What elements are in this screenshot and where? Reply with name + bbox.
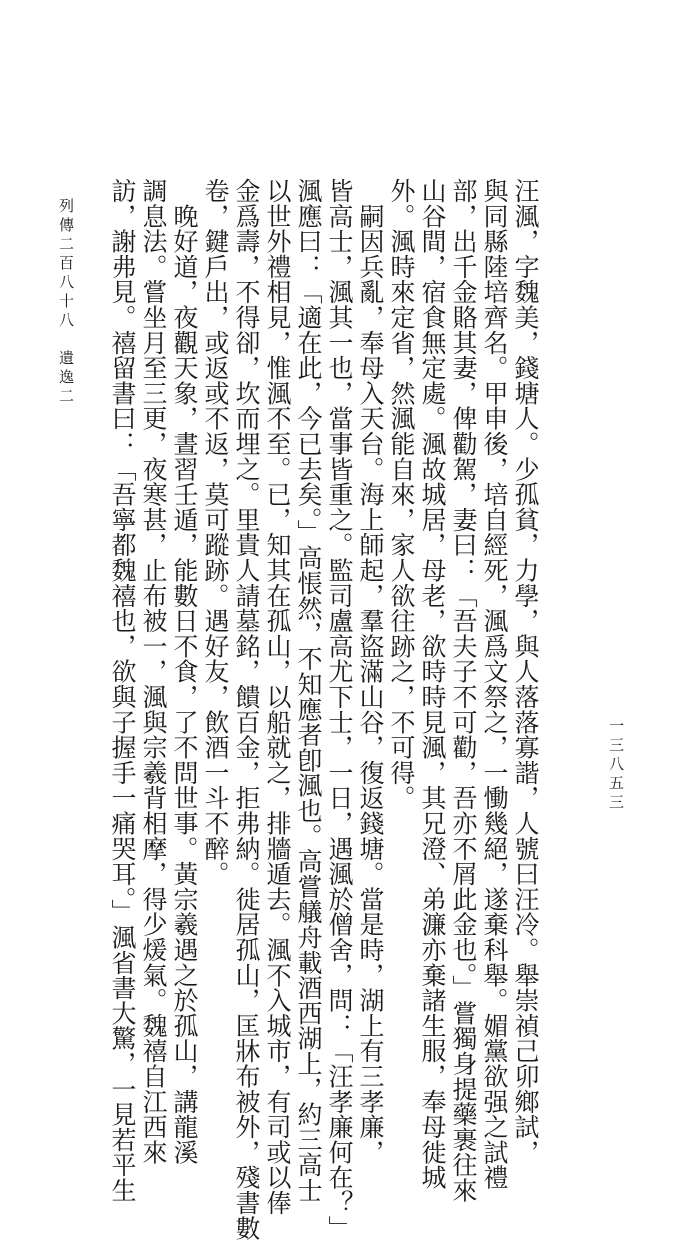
body-column: 皆高士，渢其一也，當事皆重之。監司盧高尤下士，一日，遇渢於僧舍，問：「汪孝廉何在？」: [325, 178, 354, 1241]
body-column: 金爲壽，不得卻，坎而埋之。里貴人請墓銘，饋百金，拒弗納。徙居孤山，匡牀布被外，殘書數: [232, 178, 261, 1241]
body-column: 晚好道，夜觀天象，晝習壬遁，能數日不食，了不問世事。黃宗羲遇之於孤山，講龍溪: [170, 178, 199, 1165]
body-column: 渢應曰：「適在此，今已去矣。」高悵然，不知應者卽渢也。高嘗艤舟載酒西湖上，約三高士: [294, 178, 323, 1203]
body-column: 山谷間，宿食無定處。渢故城居，母老，欲時時見渢，其兄澄、弟濂亦棄諸生服，奉母徙城: [418, 178, 447, 1190]
body-column: 部，出千金賂其妻，俾勸駕，妻曰：「吾夫子不可勸，吾亦不屑此金也。」嘗獨身提藥裹往來: [449, 178, 478, 1203]
body-column: 汪渢，字魏美，錢塘人。少孤貧，力學，與人落落寡諧，人號曰汪冷。舉崇禎己卯鄉試，: [511, 178, 540, 1165]
body-column: 訪，謝弗見。禧留書曰：「吾寧都魏禧也，欲與子握手一痛哭耳。」渢省書大驚，一見若平生: [108, 178, 137, 1203]
body-column: 以世外禮相見，惟渢不至。已，知其在孤山，以船就之，排牆遁去。渢不入城市，有司或以俸: [263, 178, 292, 1216]
body-column: 與同縣陸培齊名。甲申後，培自經死，渢爲文祭之，一慟幾絕，遂棄科舉。媚黨欲强之試禮: [480, 178, 509, 1190]
body-column: 嗣因兵亂，奉母入天台。海上師起，羣盜滿山谷，復返錢塘。當是時，湖上有三孝廉，: [356, 178, 385, 1165]
running-header-chapter: 列傳二百八十八: [57, 198, 75, 331]
running-header-section: 遺逸二: [57, 350, 75, 407]
body-column: 卷，鍵戶出，或返或不返，莫可蹤跡。遇好友，飲酒一斗不醉。: [201, 178, 230, 887]
page-number: 一三八五三: [607, 718, 625, 813]
body-column: 調息法。嘗坐月至三更，夜寒甚，止布被一，渢與宗羲背相摩，得少煖氣。魏禧自江西來: [139, 178, 168, 1165]
body-column: 外。渢時來定省，然渢能自來，家人欲往跡之，不可得。: [387, 178, 416, 811]
